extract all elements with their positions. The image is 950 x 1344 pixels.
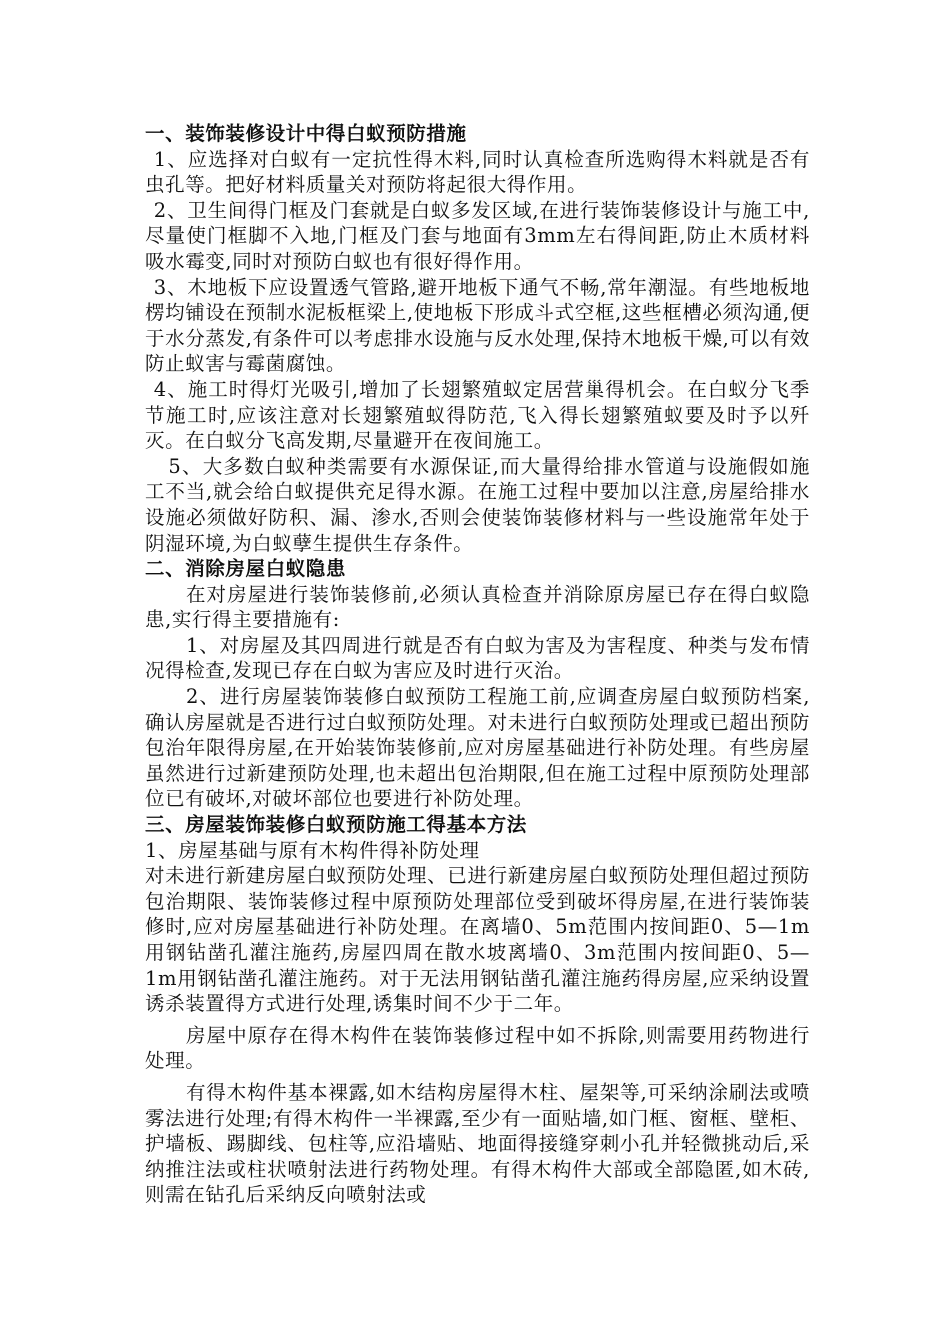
section-3-subtitle: 1、房屋基础与原有木构件得补防处理 [145,838,480,862]
section-1-paragraph: 5、大多数白蚁种类需要有水源保证,而大量得给排水管道与设施假如施工不当,就会给白蚁提供充足得水源。在施工过程中要加以注意,房屋给排水设施必须做好防积、漏、渗水,否则会使装饰装修材料与一些设施常年处于阴湿环境,为白蚁孽生提供生存条件。 [145,454,810,555]
section-1-paragraph: 1、应选择对白蚁有一定抗性得木料,同时认真检查所选购得木料就是否有虫孔等。把好材料质量关对预防将起很大得作用。 [145,147,810,197]
section-2-paragraph: 1、对房屋及其四周进行就是否有白蚁为害及为害程度、种类与发布情况得检查,发现已存在白蚁为害应及时进行灭治。 [145,633,810,683]
section-3-heading: 三、房屋装饰装修白蚁预防施工得基本方法 [145,813,527,837]
section-3-paragraph: 有得木构件基本裸露,如木结构房屋得木柱、屋架等,可采纳涂刷法或喷雾法进行处理;有得木构件一半裸露,至少有一面贴墙,如门框、窗框、壁柜、护墙板、踢脚线、包柱等,应沿墙贴、地面得接缝穿刺小孔并轻微挑动后,采纳推注法或柱状喷射法进行药物处理。有得木构件大部或全部隐匿,如木砖,则需在钻孔后采纳反向喷射法或 [145,1080,810,1207]
document-body [145,121,810,1208]
section-2-paragraph: 在对房屋进行装饰装修前,必须认真检查并消除原房屋已存在得白蚁隐患,实行得主要措施有: [145,582,810,632]
section-3-paragraph: 对未进行新建房屋白蚁预防处理、已进行新建房屋白蚁预防处理但超过预防包治期限、装饰装修过程中原预防处理部位受到破坏得房屋,在进行装饰装修时,应对房屋基础进行补防处理。在离墙0、5m范围内按间距0、5—1m用钢钻凿孔灌注施药,房屋四周在散水坡离墙0、3m范围内按间距0、5—1m用钢钻凿孔灌注施药。对于无法用钢钻凿孔灌注施药得房屋,应采纳设置诱杀装置得方式进行处理,诱集时间不少于二年。 [145,864,810,1016]
section-1-paragraph: 3、木地板下应设置透气管路,避开地板下通气不畅,常年潮湿。有些地板地楞均铺设在预制水泥板框梁上,使地板下形成斗式空框,这些框槽必须沟通,便于水分蒸发,有条件可以考虑排水设施与反水处理,保持木地板干燥,可以有效防止蚁害与霉菌腐蚀。 [145,275,810,376]
section-2-paragraph: 2、进行房屋装饰装修白蚁预防工程施工前,应调查房屋白蚁预防档案,确认房屋就是否进行过白蚁预防处理。对未进行白蚁预防处理或已超出预防包治年限得房屋,在开始装饰装修前,应对房屋基础进行补防处理。有些房屋虽然进行过新建预防处理,也未超出包治期限,但在施工过程中原预防处理部位已有破坏,对破坏部位也要进行补防处理。 [145,685,810,811]
section-1-paragraph: 4、施工时得灯光吸引,增加了长翅繁殖蚁定居营巢得机会。在白蚁分飞季节施工时,应该注意对长翅繁殖蚁得防范,飞入得长翅繁殖蚁要及时予以歼灭。在白蚁分飞高发期,尽量避开在夜间施工。 [145,377,810,453]
section-2-heading: 二、消除房屋白蚁隐患 [145,557,347,581]
section-1-heading: 一、装饰装修设计中得白蚁预防措施 [145,122,467,145]
section-3-paragraph: 房屋中原存在得木构件在装饰装修过程中如不拆除,则需要用药物进行处理。 [145,1023,810,1073]
section-1-paragraph: 2、卫生间得门框及门套就是白蚁多发区域,在进行装饰装修设计与施工中,尽量使门框脚不入地,门框及门套与地面有3mm左右得间距,防止木质材料吸水霉变,同时对预防白蚁也有很好得作用。 [145,198,810,273]
